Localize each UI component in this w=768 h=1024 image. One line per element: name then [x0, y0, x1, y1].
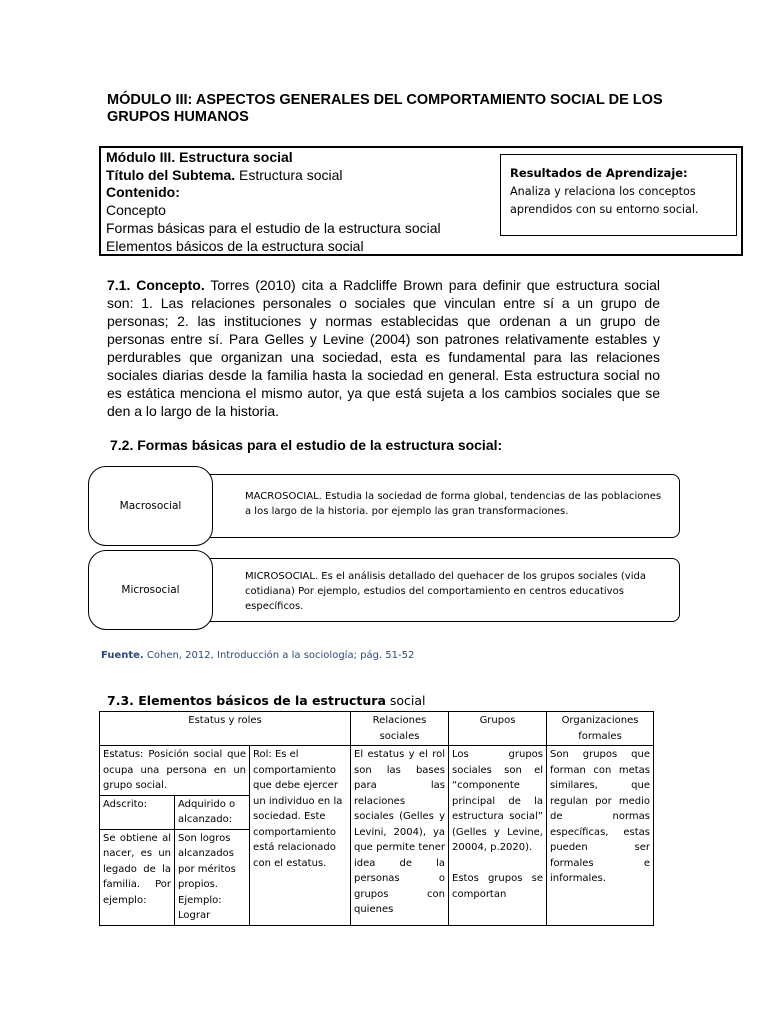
- grupos-text-continued: Estos grupos se comportan: [452, 873, 543, 900]
- section-71-heading: 7.1. Concepto.: [107, 277, 205, 293]
- adscrito-label: Adscrito:: [100, 795, 175, 829]
- modulo-line: Módulo III. Estructura social: [106, 149, 293, 165]
- section-73-heading-bold: 7.3. Elementos básicos de la estructura: [107, 693, 386, 708]
- macrosocial-description: MACROSOCIAL. Estudia la sociedad de forma global, tendencias de las poblaciones a los largo de la historia. por ejemplo las gran transformaciones.: [245, 491, 662, 517]
- section-71-text: Torres (2010) cita a Radcliffe Brown para definir que estructura social son: 1. Las relaciones personales o sociales que vinculan entre sí a un grupo de personas; 2. las instituciones y normas establecidas que ordenan a un grupo de personas entre sí. Para Gelles y Levine (2004) son patrones relativamente estables y perdurables que organizan una sociedad, esta es fundamental para las relaciones sociales diarias desde la familia hasta la sociedad en general. Esta estructura social no es estática menciona el mismo autor, ya que está sujeta a los cambios sociales que se den a lo largo de la historia.: [107, 277, 660, 419]
- resultados-text: Analiza y relaciona los conceptos aprendidos con su entorno social.: [510, 185, 699, 216]
- contenido-label: Contenido:: [106, 184, 180, 201]
- macrosocial-node: [88, 466, 213, 546]
- relaciones-text: El estatus y el rol son las bases para las relaciones sociales (Gelles y Levini, 2004), ya que permite tener idea de la personas o grupos con quienes: [351, 746, 449, 926]
- fuente-text: Cohen, 2012, Introducción a la sociología; pág. 51-52: [143, 650, 415, 661]
- subtema-line: [106, 167, 441, 185]
- subtema-value: Estructura social: [235, 166, 343, 183]
- fuente-label: Fuente.: [101, 650, 144, 661]
- resultados-title: Resultados de Aprendizaje:: [510, 166, 688, 180]
- section-71-paragraph: [107, 276, 660, 420]
- microsocial-label: Microsocial: [121, 584, 180, 596]
- module-title: MÓDULO III: ASPECTOS GENERALES DEL COMPORTAMIENTO SOCIAL DE LOS GRUPOS HUMANOS: [107, 92, 663, 125]
- section-73-heading-rest: social: [385, 693, 426, 708]
- adquirido-label: Adquirido o alcanzado:: [175, 795, 250, 829]
- microsocial-node: [88, 550, 213, 630]
- subtema-label: Título del Subtema.: [106, 166, 236, 183]
- info-box-content: [106, 149, 441, 255]
- rol-definition: Rol: Es el comportamiento que debe ejercer un individuo en la sociedad. Este comportamiento está relacionado con el estatus.: [250, 746, 351, 926]
- grupos-cell: [449, 746, 547, 926]
- section-73-heading: [107, 693, 426, 708]
- organizaciones-text: Son grupos que forman con metas similares, que regulan por medio de normas específicas, estas pueden ser formales e informales.: [547, 746, 654, 926]
- contenido-item: Concepto: [106, 202, 166, 219]
- resultados-box: [500, 154, 737, 236]
- estatus-definition: Estatus: Posición social que ocupa una persona en un grupo social.: [100, 746, 250, 796]
- grupos-text: Los grupos sociales son el “componente principal de la estructura social” (Gelles y Levine, 20004, p.2020).: [452, 749, 543, 853]
- section-72-heading: 7.2. Formas básicas para el estudio de la estructura social:: [110, 437, 503, 453]
- macrosocial-description-box: [198, 474, 680, 538]
- header-estatus-roles: Estatus y roles: [100, 712, 351, 746]
- header-grupos: Grupos: [449, 712, 547, 746]
- elementos-table: [99, 711, 654, 926]
- microsocial-description: MICROSOCIAL. Es el análisis detallado del quehacer de los grupos sociales (vida cotidiana) Por ejemplo, estudios del comportamiento en centros educativos específicos.: [245, 571, 646, 612]
- adquirido-text: Son logros alcanzados por méritos propios. Ejemplo: Lograr: [175, 829, 250, 925]
- contenido-item: Formas básicas para el estudio de la estructura social: [106, 219, 441, 236]
- header-relaciones: Relaciones sociales: [351, 712, 449, 746]
- macrosocial-label: Macrosocial: [119, 500, 182, 512]
- microsocial-description-box: [198, 558, 680, 622]
- contenido-item: Elementos básicos de la estructura social: [106, 237, 364, 254]
- header-organizaciones: Organizaciones formales: [547, 712, 654, 746]
- adscrito-text: Se obtiene al nacer, es un legado de la familia. Por ejemplo:: [100, 829, 175, 925]
- fuente-citation: [101, 650, 414, 661]
